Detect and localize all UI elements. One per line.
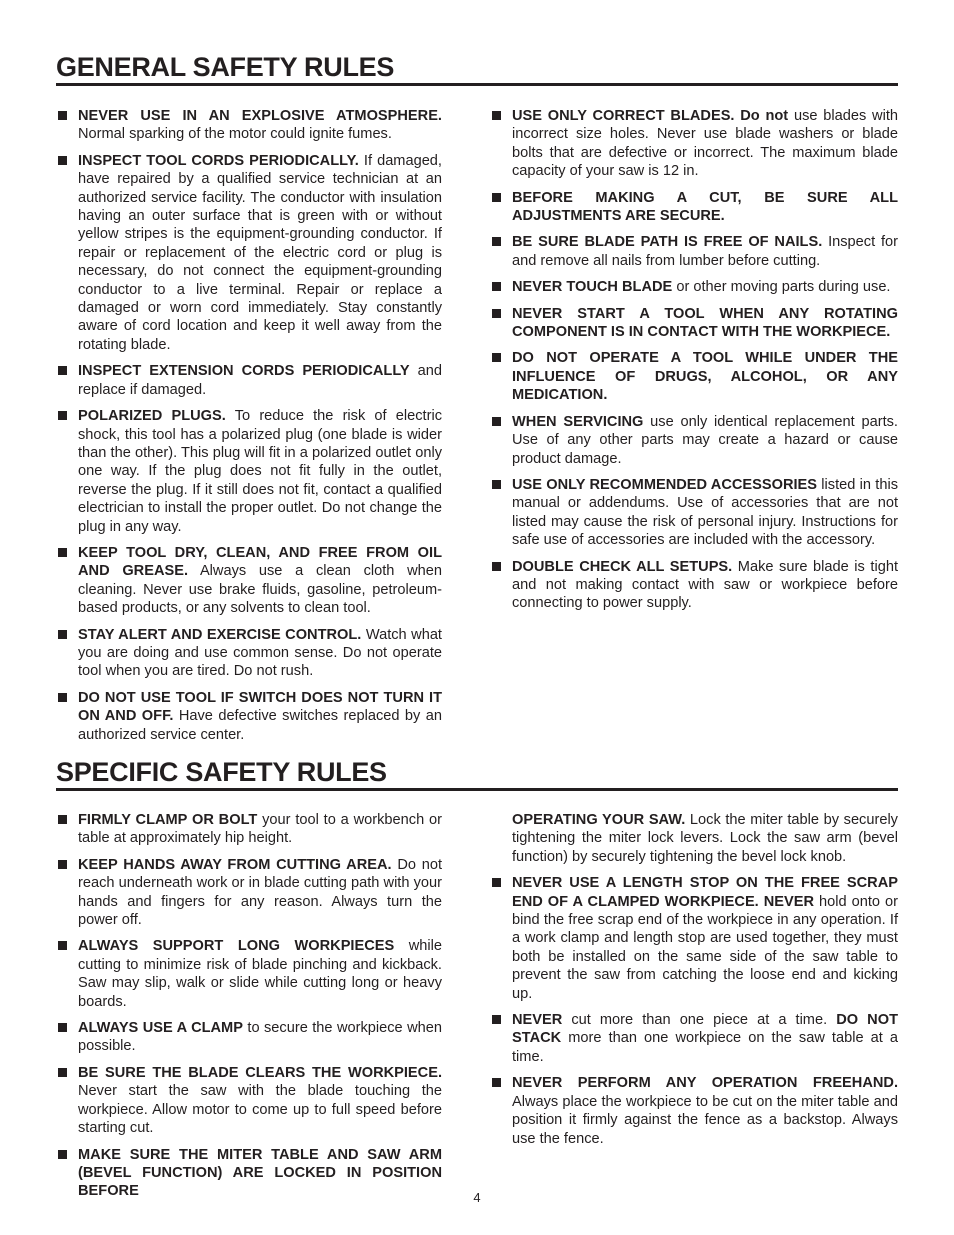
list-item: INSPECT TOOL CORDS PERIODICALLY. If damaged, have repaired by a qualified service technician at an authorized service facility. The conductor with insulation having an outer surface that is green with or without yellow stripes is the equipment-grounding conductor. If repair or replacement of the electric cord or plug is necessary, do not connect the equipment-grounding conductor to a live terminal. Repair or replace a damaged or worn cord immediately. Stay constantly aware of cord location and keep it well away from the rotating blade. — [56, 152, 442, 354]
square-bullet-icon — [492, 1078, 501, 1087]
list-item: DO NOT USE TOOL IF SWITCH DOES NOT TURN IT ON AND OFF. Have defective switches replaced by an authorized service center. — [56, 689, 442, 744]
square-bullet-icon — [58, 1023, 67, 1032]
square-bullet-icon — [58, 1150, 67, 1159]
specific-right-column — [490, 811, 898, 1156]
list-item: POLARIZED PLUGS. To reduce the risk of electric shock, this tool has a polarized plug (one blade is wider than the other). This plug will fit in a polarized outlet only one way. If the plug does not fit fully in the outlet, reverse the plug. If it still does not fit, contact a qualified electrician to install the proper outlet. Do not change the plug in any way. — [56, 407, 442, 536]
list-item: STAY ALERT AND EXERCISE CONTROL. Watch what you are doing and use common sense. Do not operate tool when you are tired. Do not rush. — [56, 626, 442, 681]
square-bullet-icon — [58, 941, 67, 950]
square-bullet-icon — [58, 1068, 67, 1077]
list-item: NEVER START A TOOL WHEN ANY ROTATING COMPONENT IS IN CONTACT WITH THE WORKPIECE. — [490, 305, 898, 342]
square-bullet-icon — [58, 548, 67, 557]
general-left-column — [56, 107, 442, 752]
list-item: FIRMLY CLAMP OR BOLT your tool to a workbench or table at approximately hip height. — [56, 811, 442, 848]
square-bullet-icon — [492, 480, 501, 489]
list-item: WHEN SERVICING use only identical replacement parts. Use of any other parts may create a hazard or cause product damage. — [490, 413, 898, 468]
list-item: KEEP HANDS AWAY FROM CUTTING AREA. Do not reach underneath work or in blade cutting path with your hands and fingers for any reason. Always turn the power off. — [56, 856, 442, 930]
list-item: NEVER TOUCH BLADE or other moving parts during use. — [490, 278, 898, 296]
list-item: USE ONLY RECOMMENDED ACCESSORIES listed in this manual or addendums. Use of accessories that are not listed may cause the risk of personal injury. Instructions for safe use of accessories are included with the accessory. — [490, 476, 898, 550]
square-bullet-icon — [58, 693, 67, 702]
list-item: USE ONLY CORRECT BLADES. Do not use blades with incorrect size holes. Never use blade washers or blade bolts that are defective or incorrect. The maximum blade capacity of your saw is 12 in. — [490, 107, 898, 181]
list-item: INSPECT EXTENSION CORDS PERIODICALLY and replace if damaged. — [56, 362, 442, 399]
square-bullet-icon — [492, 417, 501, 426]
square-bullet-icon — [58, 111, 67, 120]
square-bullet-icon — [492, 193, 501, 202]
list-item: ALWAYS SUPPORT LONG WORKPIECES while cutting to minimize risk of blade pinching and kickback. Saw may slip, walk or slide while cutting long or heavy boards. — [56, 937, 442, 1011]
square-bullet-icon — [492, 309, 501, 318]
list-item: NEVER PERFORM ANY OPERATION FREEHAND. Always place the workpiece to be cut on the miter table and position it firmly against the fence as a backstop. Always use the fence. — [490, 1074, 898, 1148]
square-bullet-icon — [492, 1015, 501, 1024]
square-bullet-icon — [492, 237, 501, 246]
list-item: DO NOT OPERATE A TOOL WHILE UNDER THE INFLUENCE OF DRUGS, ALCOHOL, OR ANY MEDICATION. — [490, 349, 898, 404]
square-bullet-icon — [58, 860, 67, 869]
square-bullet-icon — [58, 815, 67, 824]
list-item-continuation: OPERATING YOUR SAW. Lock the miter table by securely tightening the miter lock levers. Lock the saw arm (bevel function) by securely tightening the bevel lock knob. — [512, 812, 898, 865]
list-item: NEVER cut more than one piece at a time. DO NOT STACK more than one workpiece on the saw table at a time. — [490, 1011, 898, 1066]
square-bullet-icon — [58, 156, 67, 165]
specific-left-column — [56, 811, 442, 1209]
list-item: BE SURE BLADE PATH IS FREE OF NAILS. Inspect for and remove all nails from lumber before cutting. — [490, 233, 898, 270]
list-item: NEVER USE IN AN EXPLOSIVE ATMOSPHERE. Normal sparking of the motor could ignite fumes. — [56, 107, 442, 144]
general-safety-title: GENERAL SAFETY RULES — [56, 52, 898, 86]
list-item: NEVER USE A LENGTH STOP ON THE FREE SCRAP END OF A CLAMPED WORKPIECE. NEVER hold onto or bind the free scrap end of the workpiece in any operation. If a work clamp and length stop are used together, they must both be installed on the same side of the saw table to prevent the saw from catching the loose end and kicking up. — [490, 874, 898, 1003]
list-item: BE SURE THE BLADE CLEARS THE WORKPIECE. Never start the saw with the blade touching the workpiece. Allow motor to come up to full speed before starting cut. — [56, 1064, 442, 1138]
square-bullet-icon — [492, 353, 501, 362]
specific-safety-title: SPECIFIC SAFETY RULES — [56, 757, 898, 791]
square-bullet-icon — [492, 562, 501, 571]
list-item: ALWAYS USE A CLAMP to secure the workpiece when possible. — [56, 1019, 442, 1056]
square-bullet-icon — [492, 878, 501, 887]
page-number: 4 — [473, 1190, 481, 1205]
square-bullet-icon — [58, 411, 67, 420]
list-item: MAKE SURE THE MITER TABLE AND SAW ARM (BEVEL FUNCTION) ARE LOCKED IN POSITION BEFORE — [56, 1146, 442, 1201]
square-bullet-icon — [58, 366, 67, 375]
square-bullet-icon — [58, 630, 67, 639]
list-item: DOUBLE CHECK ALL SETUPS. Make sure blade is tight and not making contact with saw or workpiece before connecting to power supply. — [490, 558, 898, 613]
square-bullet-icon — [492, 111, 501, 120]
list-item: KEEP TOOL DRY, CLEAN, AND FREE FROM OIL AND GREASE. Always use a clean cloth when cleaning. Never use brake fluids, gasoline, petroleum-based products, or any solvents to clean tool. — [56, 544, 442, 618]
list-item: BEFORE MAKING A CUT, BE SURE ALL ADJUSTMENTS ARE SECURE. — [490, 189, 898, 226]
square-bullet-icon — [492, 282, 501, 291]
general-right-column — [490, 107, 898, 621]
